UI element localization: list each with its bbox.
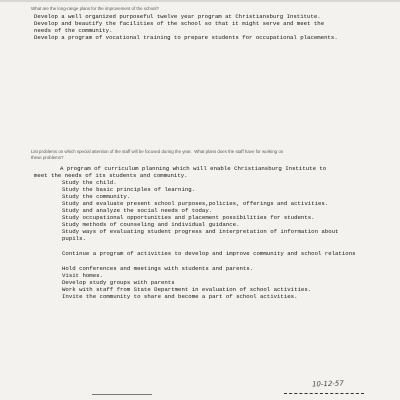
problems-intro-line-1: A program of curriculum planning which will enable Christiansburg Institute to bbox=[60, 165, 327, 172]
long-range-line-2: Develop and beautify the facilities of the school so that it might serve and meet the bbox=[34, 20, 325, 27]
study-item: Study the community. bbox=[62, 193, 131, 200]
study-item: Study occupational opportunities and placement possibilities for students. bbox=[62, 214, 315, 221]
activity-item: Invite the community to share and become a part of school activities. bbox=[62, 293, 298, 300]
handwritten-date: 10-12-57 bbox=[311, 379, 344, 389]
problems-intro-line-2: meet the needs of its students and community. bbox=[34, 172, 188, 179]
question-problems-line-2: these problems? bbox=[31, 155, 64, 160]
long-range-line-4: Develop a program of vocational training to prepare students for occupational placements. bbox=[34, 34, 338, 41]
page-edge bbox=[0, 0, 400, 2]
activity-item: Work with staff from State Department in evaluation of school activities. bbox=[62, 286, 312, 293]
question-problems-line-1: List problems on which special attention of the staff will be focused during the year. What plans does the staff have for working on bbox=[31, 149, 284, 154]
signature-line bbox=[284, 393, 364, 394]
study-item: Study methods of counseling and individual guidance. bbox=[62, 221, 240, 228]
study-item: Study and analyze the social needs of today. bbox=[62, 207, 213, 214]
activity-item: Hold conferences and meetings with students and parents. bbox=[62, 265, 254, 272]
continue-program-line: Continue a program of activities to develop and improve community and school relations bbox=[62, 250, 356, 257]
study-item: pupils. bbox=[62, 235, 86, 242]
activity-item: Visit homes. bbox=[62, 272, 103, 279]
activity-item: Develop study groups with parents bbox=[62, 279, 175, 286]
long-range-line-1: Develop a well organized purposeful twelve year program at Christiansburg Institute. bbox=[34, 13, 321, 20]
study-item: Study and evaluate present school purposes,policies, offerings and activities. bbox=[62, 200, 329, 207]
study-item: Study the child. bbox=[62, 179, 117, 186]
long-range-line-3: needs of the community. bbox=[34, 27, 113, 34]
question-long-range-plans: What are the long-range plans for the improvement of the school? bbox=[31, 6, 159, 11]
study-item: Study the basic principles of learning. bbox=[62, 186, 196, 193]
bottom-rule bbox=[92, 394, 152, 395]
study-item: Study ways of evaluating student progress and interpretation of information about bbox=[62, 228, 339, 235]
